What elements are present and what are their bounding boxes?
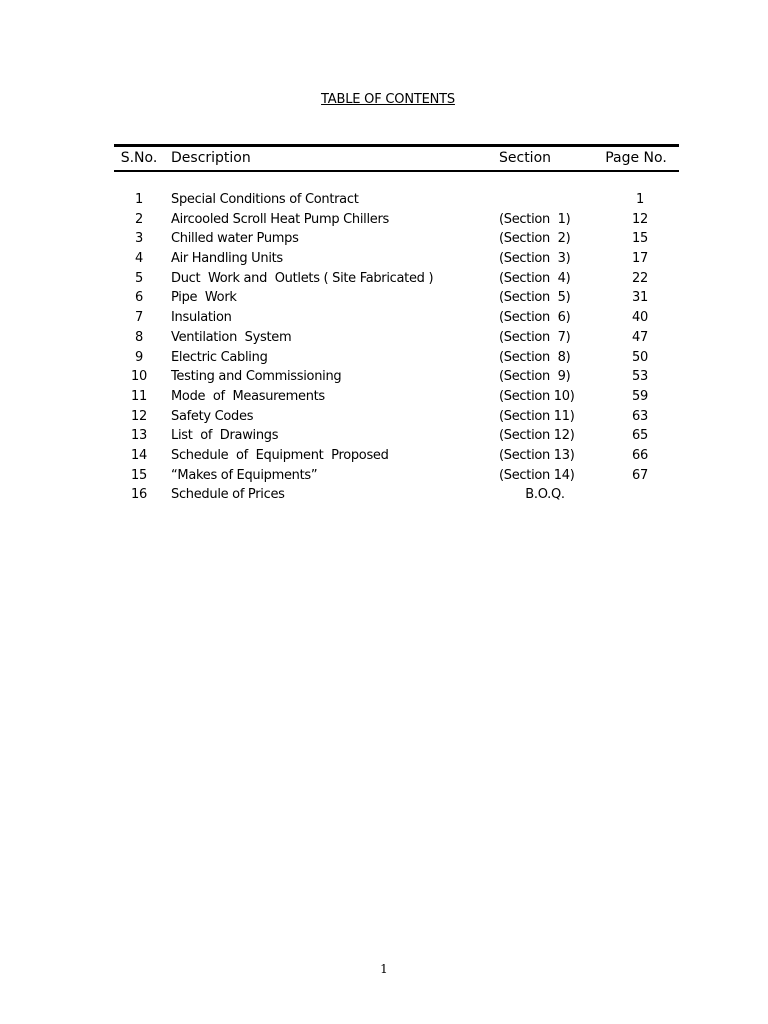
row-sno: 6 — [135, 290, 143, 306]
row-page: 50 — [632, 349, 648, 365]
table-row — [0, 212, 768, 232]
table-row — [0, 448, 768, 468]
row-description: Electric Cabling — [171, 349, 268, 365]
row-sno: 16 — [131, 487, 147, 503]
row-sno: 12 — [131, 408, 147, 424]
table-row — [0, 389, 768, 409]
row-page: 67 — [632, 467, 648, 483]
row-description: Pipe Work — [171, 290, 237, 306]
row-page: 66 — [632, 447, 648, 463]
row-page: 17 — [632, 251, 648, 267]
row-section: (Section 13) — [499, 447, 575, 463]
row-description: Safety Codes — [171, 408, 254, 424]
row-page: 53 — [632, 369, 648, 385]
page-number: 1 — [380, 962, 388, 976]
header-section: Section — [499, 150, 552, 166]
toc-table-body — [0, 192, 768, 507]
row-description: Schedule of Equipment Proposed — [171, 447, 389, 463]
row-page: 40 — [632, 310, 648, 326]
table-row — [0, 192, 768, 212]
row-page: 63 — [632, 408, 648, 424]
row-section: (Section 2) — [499, 231, 571, 247]
row-section: B.O.Q. — [525, 487, 565, 503]
row-sno: 14 — [131, 447, 147, 463]
row-section: (Section 5) — [499, 290, 571, 306]
row-description: Mode of Measurements — [171, 388, 325, 404]
row-description: Chilled water Pumps — [171, 231, 299, 247]
row-description: Testing and Commissioning — [171, 369, 342, 385]
table-row — [0, 369, 768, 389]
row-sno: 8 — [135, 329, 143, 345]
row-description: Aircooled Scroll Heat Pump Chillers — [171, 211, 390, 227]
table-row — [0, 409, 768, 429]
table-header — [0, 150, 768, 168]
row-page: 1 — [636, 192, 644, 207]
page-title: TABLE OF CONTENTS — [321, 92, 455, 107]
row-section: (Section 9) — [499, 369, 571, 385]
table-row — [0, 330, 768, 350]
row-description: Air Handling Units — [171, 251, 283, 267]
row-page: 65 — [632, 428, 648, 444]
table-row — [0, 271, 768, 291]
row-sno: 5 — [135, 270, 143, 286]
row-section: (Section 6) — [499, 310, 571, 326]
row-sno: 2 — [135, 211, 143, 227]
row-sno: 13 — [131, 428, 147, 444]
header-sno: S.No. — [120, 150, 158, 166]
row-sno: 3 — [135, 231, 143, 247]
row-section: (Section 10) — [499, 388, 575, 404]
table-row — [0, 231, 768, 251]
row-page: 31 — [632, 290, 648, 306]
row-section: (Section 4) — [499, 270, 571, 286]
table-header-rule — [114, 170, 679, 172]
row-section: (Section 3) — [499, 251, 571, 267]
table-row — [0, 251, 768, 271]
row-page: 12 — [632, 211, 648, 227]
row-section: (Section 7) — [499, 329, 571, 345]
row-page: 47 — [632, 329, 648, 345]
row-sno: 4 — [135, 251, 143, 267]
row-description: “Makes of Equipments” — [171, 467, 318, 483]
row-sno: 11 — [131, 388, 147, 404]
row-sno: 10 — [131, 369, 147, 385]
row-description: Insulation — [171, 310, 232, 326]
row-page: 59 — [632, 388, 648, 404]
table-row — [0, 468, 768, 488]
row-section: (Section 11) — [499, 408, 575, 424]
header-page: Page No. — [605, 150, 667, 166]
table-row — [0, 487, 768, 507]
row-sno: 9 — [135, 349, 143, 365]
row-sno: 1 — [135, 192, 143, 207]
table-row — [0, 310, 768, 330]
row-section: (Section 8) — [499, 349, 571, 365]
row-sno: 7 — [135, 310, 143, 326]
header-description: Description — [171, 150, 251, 166]
row-section: (Section 12) — [499, 428, 575, 444]
table-row — [0, 290, 768, 310]
row-section: (Section 1) — [499, 211, 571, 227]
row-description: Ventilation System — [171, 329, 292, 345]
row-section: (Section 14) — [499, 467, 575, 483]
row-page: 15 — [632, 231, 648, 247]
row-description: Schedule of Prices — [171, 487, 285, 503]
table-row — [0, 428, 768, 448]
table-row — [0, 350, 768, 370]
row-sno: 15 — [131, 467, 147, 483]
table-top-rule — [114, 144, 679, 147]
row-description: List of Drawings — [171, 428, 279, 444]
row-description: Special Conditions of Contract — [171, 192, 359, 207]
row-page: 22 — [632, 270, 648, 286]
row-description: Duct Work and Outlets ( Site Fabricated ) — [171, 270, 434, 286]
